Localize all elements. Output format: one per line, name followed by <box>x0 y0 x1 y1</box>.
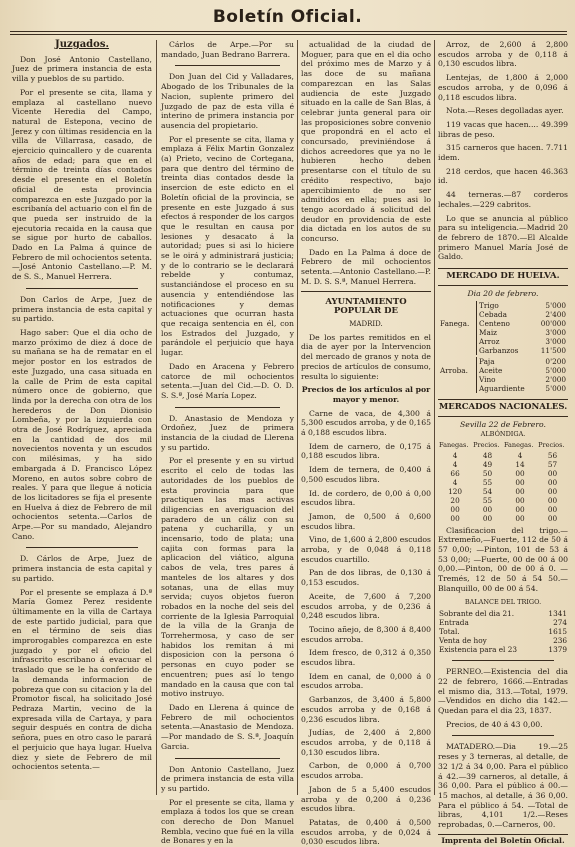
market-item-name: Arroz <box>477 337 532 346</box>
market-item-name: Centeno <box>477 319 532 328</box>
notice-4 <box>161 72 294 400</box>
grid-cell: 00 <box>450 504 460 514</box>
grid-cell: 00 <box>547 495 558 505</box>
paragraph: Don Antonio Castellano, Juez de primera instancia de esta villa y su partido. <box>161 764 294 793</box>
paragraph: 218 cerdos, que hacen 46.363 id. <box>438 166 568 186</box>
market-item-name: Trigo <box>477 301 532 310</box>
market-row <box>438 328 568 337</box>
grid-row <box>438 451 568 460</box>
market-unit-spacer <box>438 301 477 310</box>
market-row <box>438 384 568 393</box>
market-item-price: 11'500 <box>540 346 566 356</box>
paragraph: Jabon de 5 a 5,400 escudos arroba y de 0,200 á 0,236 escudos libra. <box>301 784 431 814</box>
market-unit-spacer <box>438 310 477 319</box>
ayuntamiento-intro: De los partes remitidos en el dia de ayer por la Intervencion del mercado de granos y nota de precios de artículos de consumo, resulta lo siguiente: <box>301 332 431 381</box>
matadero-notice: MATADERO.—Dia 19.—25 reses y 3 terneras, al detalle, de 32 1/2 á 34 0,00. Para el público á 42.—39 carneros, al detalle, á 36 0,00. Para el público á 00.—15 machos, al detalle, á 36 0,00. Para el público á 54. —Total de libras, 4,101 1/2.—Reses reprobadas, 0.—Carneros, 00. <box>438 742 568 830</box>
market-row <box>438 319 568 328</box>
paragraph: Id. de cordero, de 0,00 á 0,00 escudos libra. <box>301 488 431 508</box>
market-unit-label: Arroba. <box>440 366 468 376</box>
paragraph: Idem en canal, de 0,000 á 0 escudos arroba. <box>301 671 431 691</box>
notice-5 <box>161 414 294 752</box>
grid-cell: 49 <box>482 459 493 469</box>
grid-cell: 50 <box>482 468 493 478</box>
balance-row <box>438 627 568 636</box>
section-subheading-madrid: MADRID. <box>349 319 383 328</box>
market-unit-label: Fanega. <box>440 319 470 329</box>
grid-cell: 00 <box>547 513 558 523</box>
market-item-name: Maiz <box>477 328 532 337</box>
masthead-rule <box>10 31 567 32</box>
grid-row <box>438 496 568 505</box>
balance-label: Existencia para el 23 <box>439 645 517 655</box>
market-unit-spacer <box>438 384 477 393</box>
nacionales-place: ALBÓNDIGA. <box>480 429 526 438</box>
balance-value: 1379 <box>548 645 567 655</box>
grid-cell: 00 <box>547 504 558 514</box>
market-item-price: 5'000 <box>545 384 566 394</box>
market-row <box>438 310 568 319</box>
grid-row <box>438 478 568 487</box>
mercado-huelva-date: Dia 20 de febrero. <box>467 288 539 298</box>
paragraph: Aceite, de 7,600 á 7,200 escudos arroba, y de 0,236 á 0,248 escudos libra. <box>301 591 431 621</box>
grid-cell: 4 <box>452 450 458 460</box>
paragraph: Dado en Llerena á quince de Febrero de mil ochocientos setenta.—Anastasio de Mendoza.—Por mandado de S. S.ª, Joaquín Garcia. <box>161 703 294 751</box>
market-item-price: 5'000 <box>545 301 566 311</box>
notice-divider <box>175 758 280 759</box>
market-item-name: Garbanzos <box>477 346 532 355</box>
grid-cell: 00 <box>515 504 525 514</box>
grid-cell: 56 <box>547 450 558 460</box>
notice-1 <box>12 55 152 282</box>
balance-row <box>438 636 568 645</box>
column-1 <box>12 40 152 795</box>
column-4 <box>438 40 568 845</box>
grid-column-header: Precios. <box>538 440 565 449</box>
mercados-nacionales-heading: MERCADOS NACIONALES. <box>438 399 568 417</box>
column-2 <box>161 40 294 846</box>
paragraph: Hago saber: Que el dia ocho de marzo próximo de diez á doce de su mañana se ha de rematar en el mejor postor en los estrados de este Juzgado, una casa situada en la calle de Prim de esta capital número once de gobierno, que linda por la derecha con otra de los herederos de Don Dionisio Lombeña, y por la izquierda con otra de José Rodríguez, apreciada en la cantidad de dos mil novecientos noventa y un escudos con milésimas, y ha sido embargada á D. Francisco López Moreno, en autos sobre cobro de reales. Y para que llegue á noticia de los licitadores se fija el presente en Huelva á diez de Febrero de mil ochocientos setenta.—Carlos de Arpe.—Por su mandado, Alejandro Cano. <box>12 327 152 541</box>
paragraph: Patatas, de 0,400 á 0,500 escudos arroba, y de 0,024 á 0,030 escudos libra. <box>301 817 431 847</box>
balance-value: 236 <box>553 636 567 646</box>
paragraph: Idem de carnero, de 0,175 á 0,188 escudos libra. <box>301 441 431 461</box>
paragraph: Judías, de 2,400 á 2,800 escudos arroba, y de 0,118 á 0,130 escudos libra. <box>301 728 431 757</box>
paragraph: Pan de dos libras, de 0,130 á 0,153 escudos. <box>301 568 431 588</box>
column-3 <box>301 40 431 847</box>
market-row <box>438 346 568 355</box>
column-divider <box>434 40 435 795</box>
huelva-arroba-table <box>438 357 568 393</box>
grid-cell: 00 <box>515 468 525 478</box>
section-heading-juzgados: Juzgados. <box>55 39 109 50</box>
market-item-price: 5'000 <box>545 366 566 376</box>
notice-divider <box>452 660 554 661</box>
market-item-name: Aguardiente <box>477 384 538 393</box>
market-row <box>438 301 568 310</box>
albondiga-table <box>438 440 568 523</box>
paragraph: Don José Antonio Castellano, Juez de primera instancia de esta villa y pueblos de su partido. <box>12 54 152 84</box>
market-row <box>438 337 568 346</box>
paragraph: D. Cárlos de Arpe, Juez de primera instancia de esta capital y su partido. <box>12 554 152 583</box>
paragraph: Garbanzos, de 3,400 á 5,800 escudos arroba y de 0,168 á 0,236 escudos libra. <box>301 695 431 724</box>
paragraph: Dado en Aracena y Febrero catorce de mil ochocientos setenta.—Juan del Cid.—D. O. D. S. S.ª, José María Lopez. <box>161 361 294 400</box>
grid-cell: 00 <box>515 495 525 505</box>
precios-nacionales: Precios, de 40 á 43 0,00. <box>446 719 543 729</box>
price-list <box>301 409 431 847</box>
notice-3 <box>12 554 152 771</box>
mercado-huelva-heading: MERCADO DE HUELVA. <box>438 268 568 286</box>
paragraph: Idem fresco, de 0,312 á 0,350 escudos libra. <box>301 648 431 668</box>
paragraph: Lo que se anuncia al público para su inteligencia.—Madrid 20 de febrero de 1870.—El Alcalde primero Manuel María José de Galdo. <box>438 213 568 262</box>
grid-cell: 00 <box>515 513 525 523</box>
grid-cell: 00 <box>450 513 460 523</box>
perneo-notice: PERNEO.—Existencia del dia 22 de febrero, 1666.—Entradas el mismo dia, 313.—Total, 1979.—Vendidos en dicho dia 142.—Quedan para el dia 23, 1837. <box>438 667 568 716</box>
grid-cell: 66 <box>450 468 460 478</box>
grid-column-header: Precios. <box>473 440 500 449</box>
balance-label: Venta de hoy <box>439 636 487 646</box>
column-divider <box>297 40 298 795</box>
notice-continuation <box>161 40 294 59</box>
grid-cell: 48 <box>482 450 493 460</box>
paragraph: Carne de vaca, de 4,300 á 5,300 escudos arroba, y de 0,165 á 0,188 escudos libra. <box>301 408 431 438</box>
grid-cell: 14 <box>515 459 525 469</box>
paragraph: Don Carlos de Arpe, Juez de primera instancia de esta capital y su partido. <box>12 294 152 324</box>
paragraph: actualidad de la ciudad de Moguer, para que en el dia ocho del próximo mes de Marzo y á las doce de su mañana comparezcan en las Salas audiencia de este Juzgado situado en la calle de San Blas, á celebrar junta general para oir las proposiciones sobre convenio que propondrá en el acto el concursado, previniéndose á dichos acreedores que ya no le hubieren hecho deben presentarse con el título de su crédito respectivo, bajo apercibimiento de no ser admitidos en ella; pues asi lo tengo acordado á solicitud del deudor en providencia de este dia dictada en los autos de su concurso. <box>301 40 431 244</box>
notice-divider <box>452 735 554 736</box>
notice-divider <box>26 547 138 548</box>
grid-cell: 55 <box>482 477 493 487</box>
clasificacion-trigo: Clasificacion del trigo.—Extremeño,—Fuerte, 112 de 50 á 57 0,00; —Pinton, 101 de 53 á 53 0,00; —Fuerte, 00 de 00 á 00 0,00.—Pinton, 00 de 00 á 0. —Tremés, 12 de 50 á 54 50.—Blanquillo, 00 de 00 á 54. <box>438 525 568 593</box>
market-row <box>438 357 568 366</box>
grid-cell: 00 <box>482 504 493 514</box>
price-list-continuation <box>438 40 568 262</box>
page-title: Boletín Oficial. <box>212 7 363 27</box>
balance-label: Total. <box>439 627 460 637</box>
grid-column-header: Fanegas. <box>503 440 534 449</box>
balance-value: 1615 <box>548 627 567 637</box>
market-item-price: 2'400 <box>545 310 566 320</box>
paragraph: Dado en La Palma á doce de Febrero de mil ochocientos setenta.—Antonio Castellano.—P. M. D. S. S.ª, Manuel Herrera. <box>301 247 431 286</box>
market-row <box>438 366 568 375</box>
huelva-fanega-table <box>438 301 568 355</box>
balance-table <box>438 609 568 654</box>
grid-cell: 00 <box>515 477 525 487</box>
paragraph: 119 vacas que hacen.... 49.399 libras de peso. <box>438 119 568 139</box>
notice-divider <box>175 65 280 66</box>
grid-row <box>438 514 568 523</box>
notice-continuation <box>301 40 431 287</box>
grid-cell: 4 <box>517 450 523 460</box>
paragraph: Cárlos de Arpe.—Por su mandado, Juan Bedrano Barrera. <box>161 40 294 59</box>
balance-label: Entrada <box>439 618 469 628</box>
paragraph: Por el presente se emplaza á D.ª María Gomez Perez residente últimamente en la villa de Cartaya de este partido judicial, para que en el término de seis dias improrogables comparezca en este juzgado y por el oficio del infrascrito escribano á evacuar el traslado que se le ha conferido de la demanda informacion de pobreza que con su citacion y la del Promotor fiscal, ha solicitado José Pedraza Martin, vecino de la expresada villa de Cartaya, y para seguir después en contra de dicha señora, pues en otro caso le parará el perjuicio que haya lugar. Huelva diez y siete de Febrero de mil ochocientos setenta.— <box>12 587 152 772</box>
grid-cell: 00 <box>547 486 558 496</box>
paragraph: Nota.—Reses degolladas ayer. <box>446 106 564 116</box>
paragraph: Jamon, de 0,500 á 0,600 escudos libra. <box>301 511 431 531</box>
market-unit-spacer <box>438 375 477 384</box>
paragraph: Por el presente se cita, llama y emplaza á todos los que se crean con derecho de Don Manuel Rembla, vecino que fué en la villa de Bonares y en la <box>161 797 294 846</box>
balance-heading: BALANCE DEL TRIGO. <box>464 597 542 606</box>
grid-cell: 00 <box>547 468 558 478</box>
balance-row <box>438 618 568 627</box>
masthead-rule-thin <box>10 34 567 35</box>
grid-cell: 120 <box>448 486 463 496</box>
grid-cell: 54 <box>482 486 493 496</box>
paragraph: 315 carneros que hacen. 7.711 idem. <box>438 143 568 163</box>
section-heading-ayuntamiento: AYUNTAMIENTO POPULAR DE <box>325 296 407 317</box>
section-rule <box>301 291 431 292</box>
paragraph: Arroz, de 2,600 á 2,800 escudos arroba y de 0,118 á 0,130 escudos libra. <box>438 40 568 69</box>
grid-row <box>438 487 568 496</box>
notice-6 <box>161 765 294 847</box>
grid-cell: 4 <box>452 459 458 469</box>
nacionales-date: Sevilla 22 de Febrero. <box>460 420 546 430</box>
balance-value: 1341 <box>548 609 567 619</box>
column-divider <box>156 40 157 795</box>
paragraph: Don Juan del Cid y Valladares, Abogado de los Tribunales de la Nacion, suplente primero del Juzgado de paz de esta villa é interino de primera instancia por ausencia del propietario. <box>161 72 294 130</box>
market-item-name: Vino <box>477 375 538 384</box>
market-item-price: 00'000 <box>540 319 566 329</box>
balance-value: 274 <box>553 618 567 628</box>
paragraph: 44 terneras.—87 corderos lechales.—229 cabritos. <box>438 190 568 209</box>
grid-cell: 57 <box>547 459 558 469</box>
balance-row <box>438 609 568 618</box>
market-item-name: Paja <box>477 357 538 366</box>
grid-row <box>438 460 568 469</box>
grid-cell: 20 <box>450 495 460 505</box>
masthead <box>0 0 575 30</box>
precios-heading: Precios de los artículos al por mayor y menor. <box>301 385 431 404</box>
paragraph: Por el presente se cita, llama y emplaza al castellano nuevo Vicente Heredia del Campo, natural de Estepona, vecino de Jerez y con últimas residencia en la villa de Villarrasa, casado, de ejercicio quincallero y de cuarenta años de edad; para que en el término de treinta días contados desde el presente en el Boletín oficial de esta provincia comparezca en este Juzgado por la escribanía del actuario con el fin de que pueda ser instruido de la ejecutoria recaida en la causa que se sigue por hurto de caballos. Dado en La Palma á quince de Febrero de mil ochocientos setenta.—José Antonio Castellano.—P. M. de S. S., Manuel Herrera. <box>12 87 153 282</box>
market-item-price: 3'000 <box>545 337 566 347</box>
paragraph: Lentejas, de 1,800 á 2,000 escudos arroba, y de 0,096 á 0,118 escudos libra. <box>438 73 568 102</box>
grid-column-header: Fanegas. <box>439 440 469 449</box>
paragraph: Carbon, de 0,000 á 0,700 escudos arroba. <box>301 761 431 781</box>
imprenta-rule <box>438 834 568 835</box>
imprenta-footer: Imprenta del Boletín Oficial. <box>441 835 565 845</box>
market-unit-spacer <box>438 337 477 346</box>
notice-divider <box>26 288 138 289</box>
paragraph: Vino, de 1,600 á 2,800 escudos arroba, y de 0,048 á 0,118 escudos cuartillo. <box>301 535 431 564</box>
grid-row <box>438 505 568 514</box>
market-unit-spacer <box>438 346 477 355</box>
paragraph: Por el presente y en su virtud escrito el celo de todas las autoridades de los pueblos de esta provincia para que practiquen las mas activas diligencias en averiguacion del paradero de un cáliz con su patena y cucharilla, y un incensario, todo de plata; una cajita con formas para la aplicacion del viático, alguna cabos de vela, tres pares á manteles de los altares y dos sotanas, una de ellas muy servida; cuyos objetos fueron robados en la noche del seis del corriente de la Iglesia Parroquial de la villa de la Granja de Torrehermosa, y caso de ser habidos los remitan á mi disposicion con la persona ó personas en cuyo poder se encuentren; pues así lo tengo mandado en la causa que con tal motivo instruyo. <box>161 456 294 699</box>
grid-cell: 00 <box>482 513 493 523</box>
grid-cell: 55 <box>482 495 493 505</box>
market-unit-spacer <box>438 357 477 366</box>
paragraph: Por el presente se cita, llama y emplaza á Félix Martin Gonzalez (a) Prieto, vecino de Cortegana, para que dentro del término de treinta dias contados desde la insercion de este edicto en el Boletín oficial de la provincia, se presente en este Juzgado á sus efectos á responder de los cargos que le resultan en causa por lesiones y desacato á la autoridad; pues si asi lo hiciere se le oirá y administrará justicia; y de lo contrario se le declarará rebelde y contumaz, sustanciándose el proceso en su ausencia y entendiéndose las notificaciones y demas actuaciones que ocurran hasta que recaiga sentencia en él, con los Estrados del Juzgado, y parándole el perjuicio que haya lugar. <box>161 134 294 358</box>
market-item-price: 3'000 <box>545 328 566 338</box>
balance-label: Sobrante del dia 21. <box>439 609 515 619</box>
paragraph: Tocino añejo, de 8,300 á 8,400 escudos arroba. <box>301 624 431 644</box>
market-item-name: Cebada <box>477 310 532 319</box>
grid-cell: 4 <box>452 477 458 487</box>
grid-cell: 00 <box>547 477 558 487</box>
grid-row <box>438 469 568 478</box>
balance-row <box>438 645 568 654</box>
notice-divider <box>175 407 280 408</box>
market-item-name: Aceite <box>477 366 538 375</box>
market-item-price: 0'200 <box>545 357 566 367</box>
market-item-price: 2'000 <box>545 375 566 385</box>
grid-cell: 00 <box>515 486 525 496</box>
notice-2 <box>12 295 152 542</box>
paragraph: Idem de ternera, de 0,400 á 0,500 escudos libra. <box>301 465 431 484</box>
market-row <box>438 375 568 384</box>
market-unit-spacer <box>438 328 477 337</box>
paragraph: D. Anastasio de Mendoza y Ordoñez, Juez de primera instancia de la ciudad de Llerena y su partido. <box>161 413 294 452</box>
